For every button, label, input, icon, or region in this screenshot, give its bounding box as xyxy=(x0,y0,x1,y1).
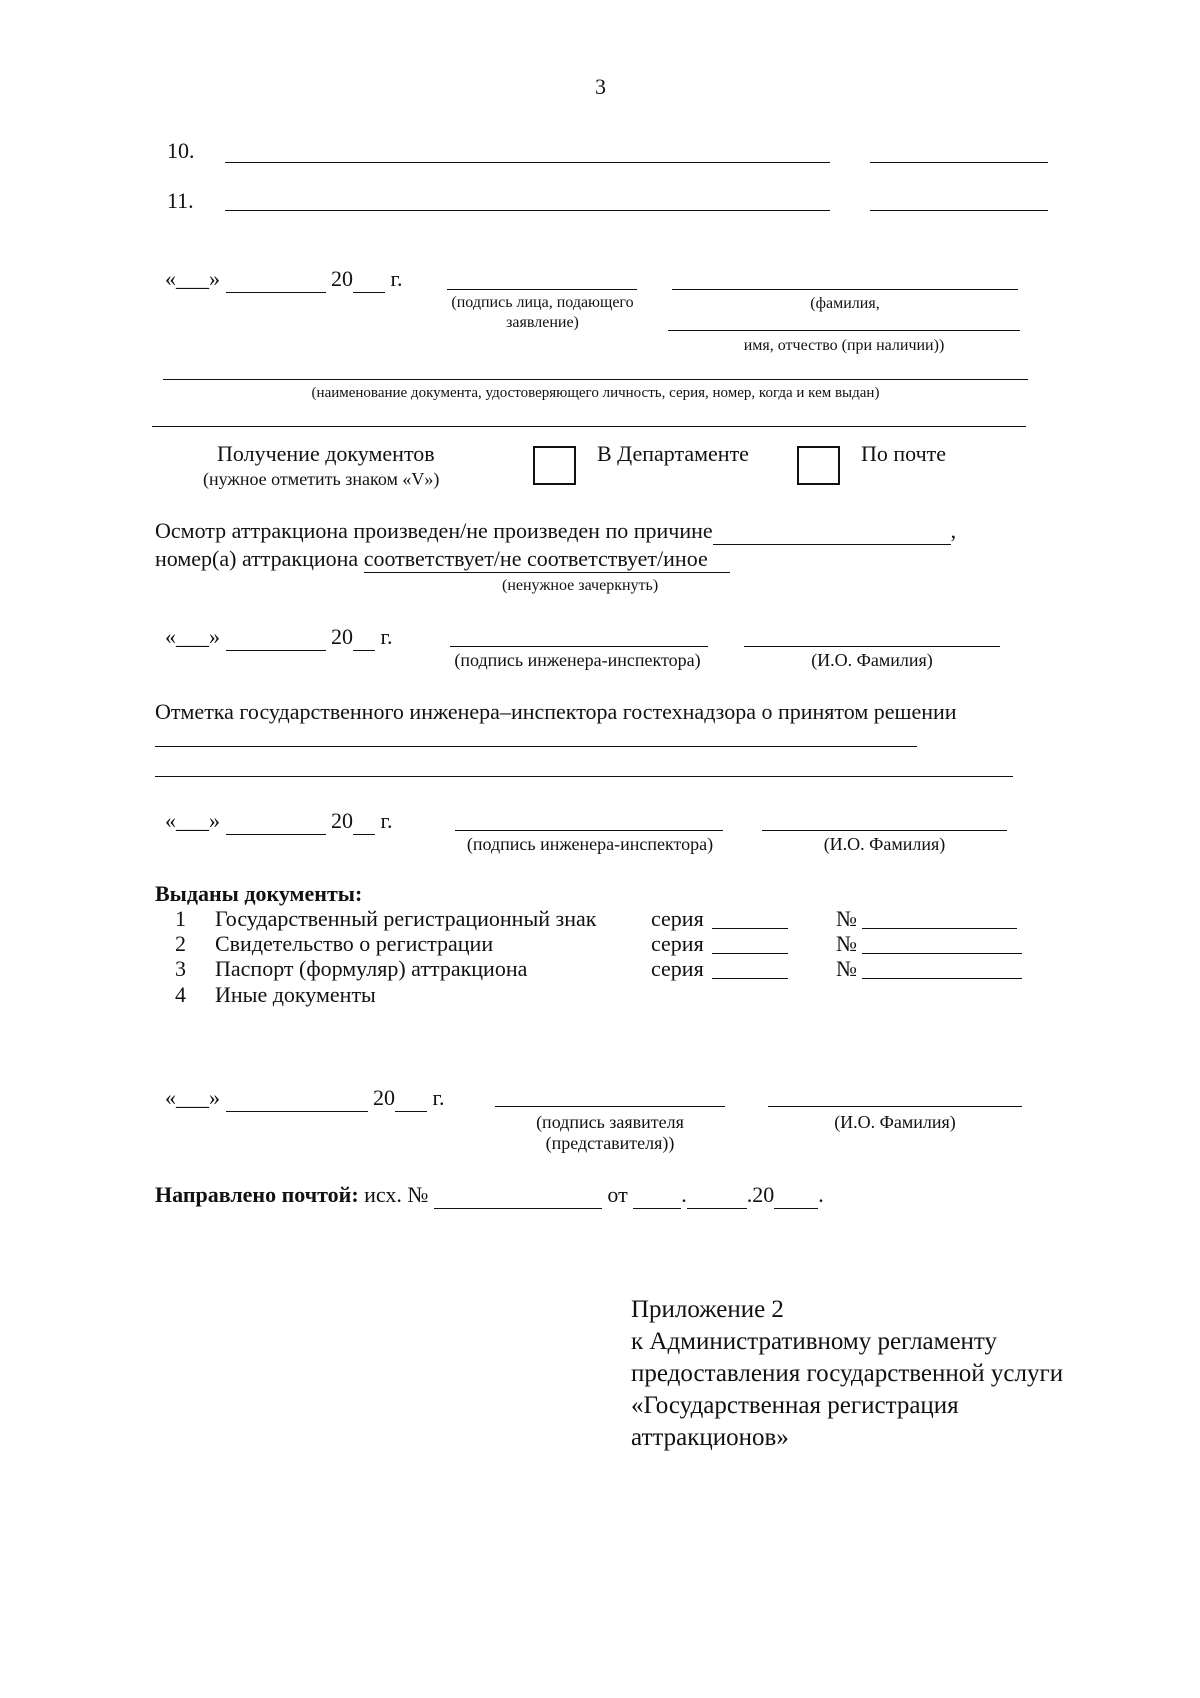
applicant-receipt-name-caption: (И.О. Фамилия) xyxy=(834,1112,956,1132)
mail-dot: . xyxy=(681,1182,687,1207)
mail-month-blank[interactable] xyxy=(687,1182,747,1209)
row-10-line[interactable] xyxy=(225,162,830,163)
appendix-line: аттракционов» xyxy=(631,1424,789,1451)
mail-line xyxy=(155,1182,824,1209)
issued-item-number-sign: № xyxy=(836,906,857,931)
applicant-date xyxy=(165,266,403,293)
date-quote: «___» xyxy=(165,266,220,291)
date-quote: «___» xyxy=(165,624,220,649)
date-quote: «___» xyxy=(165,808,220,833)
decision-heading: Отметка государственного инженера–инспектора гостехнадзора о принятом решении xyxy=(155,699,957,724)
mail-year-prefix: .20 xyxy=(746,1182,775,1207)
date-quote: «___» xyxy=(165,1085,220,1110)
issued-item-name: Иные документы xyxy=(215,982,376,1007)
row-number-11: 11. xyxy=(167,188,194,213)
row-number-10: 10. xyxy=(167,138,195,163)
issued-item-num: 4 xyxy=(175,982,186,1007)
row-11-extra-line[interactable] xyxy=(870,210,1048,211)
inspection-text: Осмотр аттракциона произведен/не произведен по причине xyxy=(155,518,713,543)
month-blank[interactable] xyxy=(226,808,326,835)
section-divider xyxy=(152,426,1026,427)
month-blank[interactable] xyxy=(226,1085,368,1112)
appendix-line: к Административному регламенту xyxy=(631,1328,998,1355)
attraction-number-options[interactable]: соответствует/не соответствует/иное xyxy=(364,546,730,573)
year-blank[interactable] xyxy=(353,808,375,835)
mail-label: Направлено почтой: xyxy=(155,1182,359,1207)
row-11-line[interactable] xyxy=(225,210,830,211)
receipt-hint: (нужное отметить знаком «V») xyxy=(203,469,440,489)
year-blank[interactable] xyxy=(353,266,385,293)
mail-year-blank[interactable] xyxy=(774,1182,818,1209)
applicant-receipt-signature-line[interactable] xyxy=(495,1106,725,1107)
decision-name-line[interactable] xyxy=(762,830,1007,831)
mail-end-dot: . xyxy=(818,1182,824,1207)
page-number: 3 xyxy=(595,74,606,99)
decision-line-2[interactable] xyxy=(155,776,1013,777)
inspection-comma: , xyxy=(950,518,957,543)
appendix-note xyxy=(631,1294,1063,1454)
department-checkbox[interactable] xyxy=(533,446,576,485)
year-prefix: 20 xyxy=(373,1085,395,1110)
mail-day-blank[interactable] xyxy=(633,1182,681,1209)
decision-date xyxy=(165,808,393,835)
year-suffix: г. xyxy=(390,266,403,291)
applicant-surname-caption: (фамилия, xyxy=(810,295,880,312)
number-blank[interactable] xyxy=(862,978,1022,979)
year-suffix: г. xyxy=(432,1085,445,1110)
issued-item-series: серия xyxy=(651,906,704,931)
year-prefix: 20 xyxy=(331,808,353,833)
inspector-name-line[interactable] xyxy=(744,646,1000,647)
applicant-surname-line[interactable] xyxy=(672,289,1018,290)
issued-item-name: Паспорт (формуляр) аттракциона xyxy=(215,956,528,981)
applicant-receipt-caption-2: (представителя)) xyxy=(545,1133,675,1153)
mail-from-text: от xyxy=(607,1182,628,1207)
month-blank[interactable] xyxy=(226,266,326,293)
year-prefix: 20 xyxy=(331,624,353,649)
appendix-line: «Государственная регистрация xyxy=(631,1392,959,1419)
inspector-signature-caption: (подпись инженера-инспектора) xyxy=(454,650,701,670)
inspection-line-1 xyxy=(155,518,956,545)
issued-heading: Выданы документы: xyxy=(155,881,363,906)
inspection-date xyxy=(165,624,393,651)
year-prefix: 20 xyxy=(331,266,353,291)
issued-item-num: 2 xyxy=(175,931,186,956)
applicant-name-line[interactable] xyxy=(668,330,1020,331)
mail-checkbox[interactable] xyxy=(797,446,840,485)
issued-item-num: 3 xyxy=(175,956,186,981)
mail-number-blank[interactable] xyxy=(434,1182,602,1209)
applicant-signature-caption-2: заявление) xyxy=(506,314,579,331)
applicant-signature-line[interactable] xyxy=(447,289,637,290)
year-blank[interactable] xyxy=(395,1085,427,1112)
year-suffix: г. xyxy=(380,624,393,649)
inspection-reason-blank[interactable] xyxy=(713,518,951,545)
series-blank[interactable] xyxy=(712,928,788,929)
row-10-extra-line[interactable] xyxy=(870,162,1048,163)
option-department-label: В Департаменте xyxy=(597,441,749,466)
decision-signature-line[interactable] xyxy=(455,830,723,831)
strike-hint: (ненужное зачеркнуть) xyxy=(502,577,659,594)
appendix-line: предоставления государственной услуги xyxy=(631,1360,1064,1387)
inspection-line-2 xyxy=(155,546,730,573)
decision-signature-caption: (подпись инженера-инспектора) xyxy=(466,834,714,854)
issued-item-series: серия xyxy=(651,931,704,956)
applicant-signature-caption-1: (подпись лица, подающего xyxy=(451,294,634,311)
issued-item-number-sign: № xyxy=(836,931,857,956)
id-document-caption: (наименование документа, удостоверяющего личность, серия, номер, когда и кем выдан) xyxy=(311,385,880,401)
issue-date xyxy=(165,1085,445,1112)
receipt-label: Получение документов xyxy=(217,441,435,466)
number-blank[interactable] xyxy=(862,953,1022,954)
year-suffix: г. xyxy=(380,808,393,833)
decision-name-caption: (И.О. Фамилия) xyxy=(823,834,946,854)
inspector-name-caption: (И.О. Фамилия) xyxy=(811,650,933,670)
id-document-line[interactable] xyxy=(163,379,1028,380)
option-mail-label: По почте xyxy=(861,441,947,466)
series-blank[interactable] xyxy=(712,978,788,979)
month-blank[interactable] xyxy=(226,624,326,651)
series-blank[interactable] xyxy=(712,953,788,954)
decision-line-1[interactable] xyxy=(155,746,917,747)
applicant-name-caption: имя, отчество (при наличии)) xyxy=(743,337,945,354)
attraction-number-text: номер(а) аттракциона xyxy=(155,546,359,571)
inspector-signature-line[interactable] xyxy=(450,646,708,647)
issued-item-number-sign: № xyxy=(836,956,857,981)
applicant-receipt-name-line[interactable] xyxy=(768,1106,1022,1107)
issued-item-name: Свидетельство о регистрации xyxy=(215,931,494,956)
appendix-line: Приложение 2 xyxy=(631,1296,784,1323)
issued-item-name: Государственный регистрационный знак xyxy=(215,906,597,931)
mail-outgoing-text: исх. № xyxy=(364,1182,429,1207)
issued-item-num: 1 xyxy=(175,906,186,931)
number-blank[interactable] xyxy=(862,928,1017,929)
applicant-receipt-caption-1: (подпись заявителя xyxy=(536,1112,684,1132)
year-blank[interactable] xyxy=(353,624,375,651)
issued-item-series: серия xyxy=(651,956,704,981)
